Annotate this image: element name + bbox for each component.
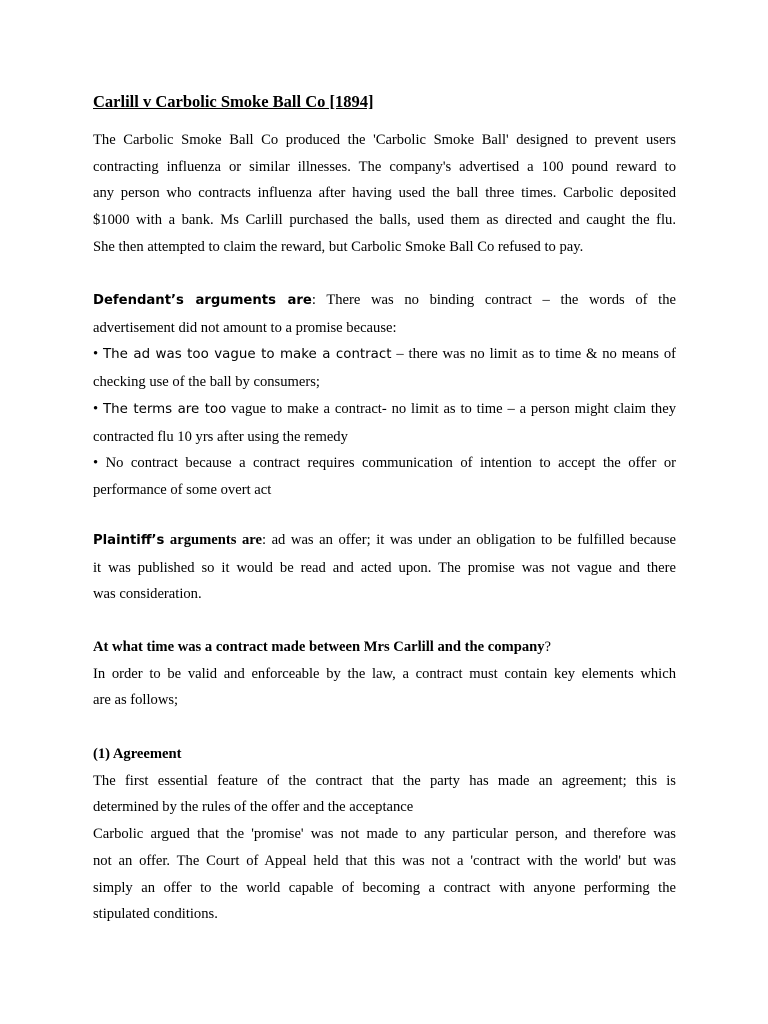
plaintiff-line-2: it was published so it would be read and acted upon. The promise was not vague and there [93,559,676,576]
facts-line: She then attempted to claim the reward, but Carbolic Smoke Ball Co refused to pay. [93,238,584,255]
agreement-line-2: determined by the rules of the offer and the acceptance [93,799,414,816]
plaintiff-line-3: was consideration. [93,586,202,603]
plaintiff-arguments [93,527,676,608]
defendant-bullet-1: • The ad was too vague to make a contract – there was no limit as to time & no means of [93,346,677,363]
defendant-bullet-2-cont: contracted flu 10 yrs after using the remedy [93,428,348,445]
facts-paragraph [93,127,676,261]
agreement-heading: (1) Agreement [93,746,182,762]
facts-line: contracting influenza or similar illnesses. The company's advertised a 100 pound reward to [93,158,676,175]
plaintiff-line-1: Plaintiff’s arguments are: ad was an offer; it was under an obligation to be fulfilled because [93,532,676,548]
case-title: Carlill v Carbolic Smoke Ball Co [1894] [93,92,374,111]
defendant-bullet-1-cont: checking use of the ball by consumers; [93,374,320,391]
defendant-heading: Defendant’s arguments are [93,293,312,308]
question-section [93,634,676,714]
plaintiff-heading: Plaintiff’s [93,533,165,548]
defendant-line-1: Defendant’s arguments are: There was no binding contract – the words of the [93,292,676,308]
facts-line: $1000 with a bank. Ms Carlill purchased the balls, used them as directed and caught the flu. [93,212,676,229]
question-heading-line: At what time was a contract made between Mrs Carlill and the company? [93,639,552,655]
agreement-section [93,741,676,928]
question-line-2: are as follows; [93,692,179,709]
facts-line: any person who contracts influenza after having used the ball three times. Carbolic deposited [93,185,676,202]
agreement-line-5: simply an offer to the world capable of becoming a contract with anyone performing the [93,879,676,896]
agreement-line-1: The first essential feature of the contract that the party has made an agreement; this is [93,772,676,789]
question-heading: At what time was a contract made between Mrs Carlill and the company [93,639,545,655]
facts-line: The Carbolic Smoke Ball Co produced the 'Carbolic Smoke Ball' designed to prevent users [93,132,676,148]
agreement-line-3: Carbolic argued that the 'promise' was not made to any particular person, and therefore was [93,826,676,843]
agreement-line-4: not an offer. The Court of Appeal held that this was not a 'contract with the world' but was [93,852,676,869]
defendant-arguments [93,287,676,504]
defendant-bullet-2: • The terms are too vague to make a contract- no limit as to time – a person might claim they [93,400,676,417]
agreement-line-6: stipulated conditions. [93,906,218,923]
question-line-1: In order to be valid and enforceable by the law, a contract must contain key elements which [93,665,676,682]
defendant-bullet-3-cont: performance of some overt act [93,481,272,498]
defendant-line-2: advertisement did not amount to a promise because: [93,319,397,336]
defendant-bullet-3: • No contract because a contract requires communication of intention to accept the offer or [93,455,676,472]
